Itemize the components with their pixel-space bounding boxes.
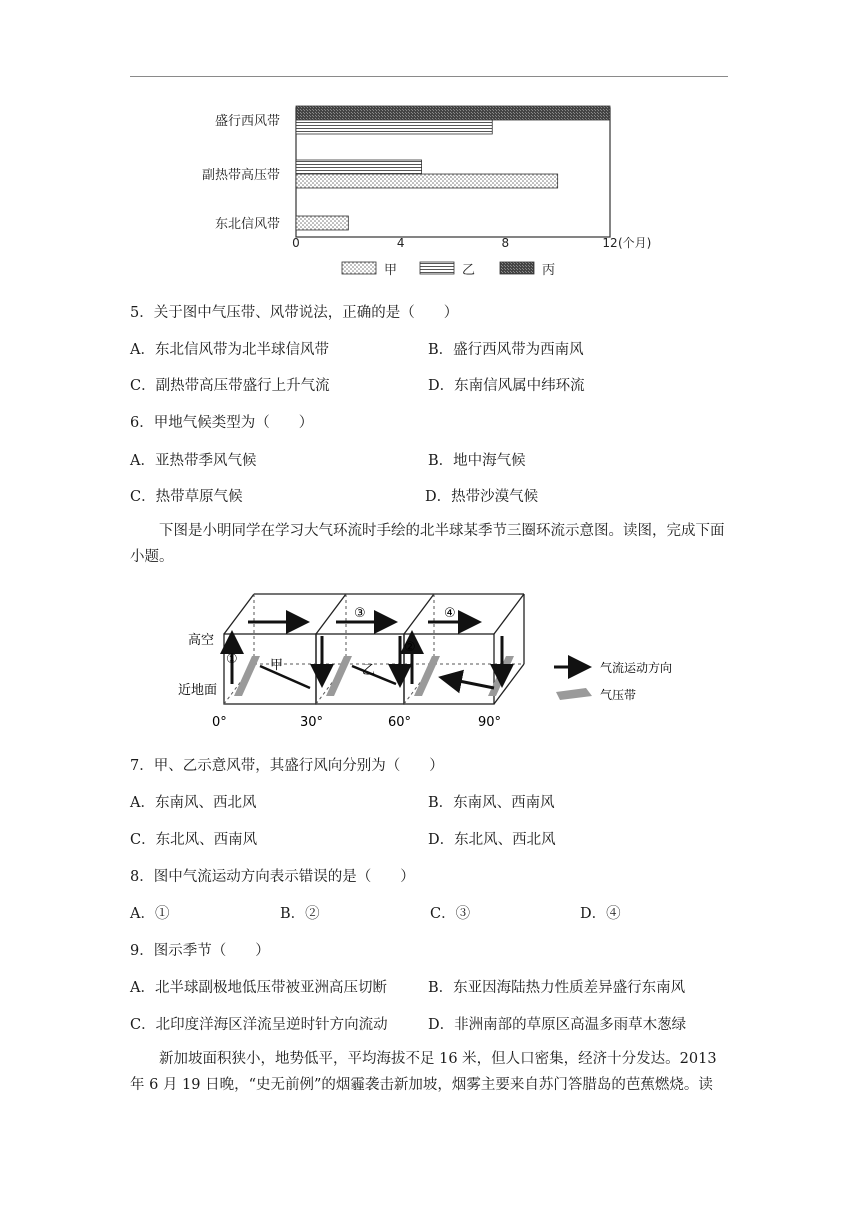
q9-option-b[interactable]: B．东亚因海陆热力性质差异盛行东南风 xyxy=(428,980,686,996)
lat-60: 60° xyxy=(388,715,412,730)
legend-swatch-丙 xyxy=(500,262,534,274)
q8-stem: 8．图中气流运动方向表示错误的是（ ） xyxy=(130,869,415,885)
x-tick-label: 8 xyxy=(501,236,510,250)
q6-option-b[interactable]: B．地中海气候 xyxy=(428,453,526,469)
q6-option-a[interactable]: A．亚热带季风气候 xyxy=(130,453,257,469)
pressure-belt-60 xyxy=(414,656,440,696)
circulation-diagram xyxy=(176,584,696,734)
legend-swatch-乙 xyxy=(420,262,454,274)
marker-3: ③ xyxy=(354,606,366,621)
arrow-surface-polar xyxy=(444,678,494,688)
label-upper: 高空 xyxy=(188,633,215,648)
bar-chart xyxy=(190,104,710,284)
legend-label: 丙 xyxy=(542,263,556,278)
x-unit-label: (个月) xyxy=(618,236,652,250)
q6-stem: 6．甲地气候类型为（ ） xyxy=(130,415,314,431)
category-label: 副热带高压带 xyxy=(201,168,280,183)
q8-option-b[interactable]: B．② xyxy=(280,906,320,922)
legend-belt-label: 气压带 xyxy=(600,688,637,702)
wind-jia xyxy=(260,666,310,688)
q6-option-d[interactable]: D．热带沙漠气候 xyxy=(425,489,539,505)
pressure-belt-0 xyxy=(234,656,260,696)
legend-flow-label: 气流运动方向 xyxy=(600,661,673,675)
category-label: 盛行西风带 xyxy=(214,114,280,129)
q7-option-c[interactable]: C．东北风、西南风 xyxy=(130,832,258,848)
legend-belt-icon xyxy=(556,688,592,700)
q5-option-b[interactable]: B．盛行西风带为西南风 xyxy=(428,342,584,358)
lat-30: 30° xyxy=(300,715,324,730)
q8-option-d[interactable]: D．④ xyxy=(580,906,621,922)
q9-option-c[interactable]: C．北印度洋海区洋流呈逆时针方向流动 xyxy=(130,1017,388,1033)
q7-option-d[interactable]: D．东北风、西北风 xyxy=(428,832,556,848)
legend-swatch-甲 xyxy=(342,262,376,274)
lat-90: 90° xyxy=(478,715,502,730)
belt-label-jia: 甲 xyxy=(270,658,284,673)
q9-option-d[interactable]: D．非洲南部的草原区高温多雨草木葱绿 xyxy=(428,1017,687,1033)
intro-text-2: 新加坡面积狭小，地势低平，平均海拔不足 16 米，但人口密集，经济十分发达。2013 年 6 月 19 日晚，“史无前例”的烟霾袭击新加坡，烟雾主要来自苏门答腊岛的芭蕉燃烧。读 xyxy=(130,1051,717,1093)
q8-option-c[interactable]: C．③ xyxy=(430,906,471,922)
legend-label: 乙 xyxy=(462,263,476,278)
marker-1: ① xyxy=(226,652,238,667)
x-tick-label: 4 xyxy=(396,236,405,250)
marker-4: ④ xyxy=(444,606,456,621)
q9-option-a[interactable]: A．北半球副极地低压带被亚洲高压切断 xyxy=(130,980,387,996)
bar-0-乙 xyxy=(296,120,492,134)
bar-2-甲 xyxy=(296,216,348,230)
legend-label: 甲 xyxy=(384,263,398,278)
bar-0-丙 xyxy=(296,106,610,120)
marker-2: ② xyxy=(404,640,416,655)
lat-0: 0° xyxy=(212,715,227,730)
category-label: 东北信风带 xyxy=(214,217,280,232)
bar-1-乙 xyxy=(296,160,422,174)
q6-option-c[interactable]: C．热带草原气候 xyxy=(130,489,243,505)
belt-label-yi: 乙 xyxy=(362,663,376,678)
q7-stem: 7．甲、乙示意风带，其盛行风向分别为（ ） xyxy=(130,758,444,774)
bar-1-甲 xyxy=(296,174,558,188)
header-rule xyxy=(130,76,728,77)
intro-paragraph-2 xyxy=(130,1046,730,1098)
pressure-belt-30 xyxy=(326,656,352,696)
q5-option-a[interactable]: A．东北信风带为北半球信风带 xyxy=(130,342,329,358)
x-tick-label: 12 xyxy=(602,236,618,250)
q9-stem: 9．图示季节（ ） xyxy=(130,943,270,959)
label-surface: 近地面 xyxy=(178,683,218,698)
q5-stem: 5．关于图中气压带、风带说法，正确的是（ ） xyxy=(130,305,459,321)
q5-option-c[interactable]: C．副热带高压带盛行上升气流 xyxy=(130,378,330,394)
intro-text-1: 下图是小明同学在学习大气环流时手绘的北半球某季节三圈环流示意图。读图，完成下面小题。 xyxy=(130,523,725,565)
q5-option-d[interactable]: D．东南信风属中纬环流 xyxy=(428,378,585,394)
x-tick-label: 0 xyxy=(292,236,300,250)
q7-option-b[interactable]: B．东南风、西南风 xyxy=(428,795,555,811)
q8-option-a[interactable]: A．① xyxy=(130,906,170,922)
intro-paragraph-1 xyxy=(130,518,730,570)
q7-option-a[interactable]: A．东南风、西北风 xyxy=(130,795,257,811)
